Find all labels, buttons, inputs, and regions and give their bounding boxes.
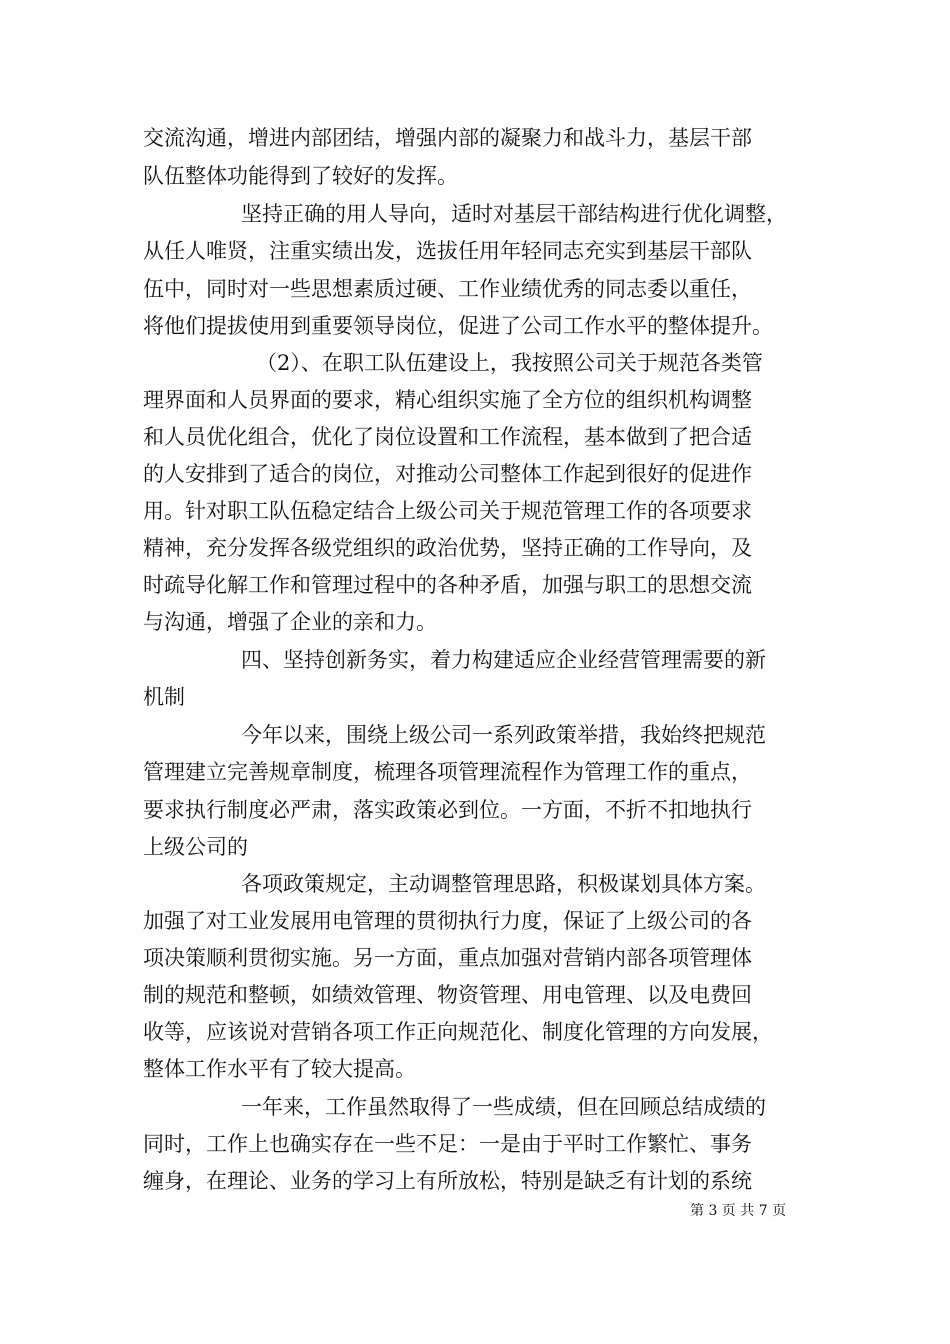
text-line: 制的规范和整顿，如绩效管理、物资管理、用电管理、以及电费回: [143, 983, 752, 1007]
section-heading-continued: 机制: [143, 685, 185, 709]
text-line: 交流沟通，增进内部团结，增强内部的凝聚力和战斗力，基层干部: [143, 126, 752, 150]
text-line: 时疏导化解工作和管理过程中的各种矛盾，加强与职工的思想交流: [143, 573, 752, 597]
text-line: 今年以来，围绕上级公司一系列政策举措，我始终把规范: [241, 723, 766, 747]
text-line: 将他们提拔使用到重要领导岗位，促进了公司工作水平的整体提升。: [143, 314, 773, 338]
text-line: 与沟通，增强了企业的亲和力。: [143, 610, 437, 634]
text-line: 收等，应该说对营销各项工作正向规范化、制度化管理的方向发展，: [143, 1020, 773, 1044]
text-line: 理界面和人员界面的要求，精心组织实施了全方位的组织机构调整: [143, 388, 752, 412]
text-line: 一年来，工作虽然取得了一些成绩，但在回顾总结成绩的: [241, 1095, 766, 1119]
text-line: 的人安排到了适合的岗位，对推动公司整体工作起到很好的促进作: [143, 462, 752, 486]
text-line: 精神，充分发挥各级党组织的政治优势，坚持正确的工作导向，及: [143, 536, 752, 560]
text-line: 缠身，在理论、业务的学习上有所放松，特别是缺乏有计划的系统: [143, 1169, 752, 1193]
text-line: 要求执行制度必严肃，落实政策必到位。一方面，不折不扣地执行: [143, 798, 752, 822]
text-line: 和人员优化组合，优化了岗位设置和工作流程，基本做到了把合适: [143, 425, 752, 449]
text-line: 各项政策规定，主动调整管理思路，积极谋划具体方案。: [241, 872, 766, 896]
text-line: 加强了对工业发展用电管理的贯彻执行力度，保证了上级公司的各: [143, 909, 752, 933]
page-number-footer: 第 3 页 共 7 页: [690, 1203, 787, 1219]
text-line: 上级公司的: [143, 835, 248, 859]
text-line: 从任人唯贤，注重实绩出发，选拔任用年轻同志充实到基层干部队: [143, 239, 752, 263]
text-line: 队伍整体功能得到了较好的发挥。: [143, 164, 458, 188]
text-line: 坚持正确的用人导向，适时对基层干部结构进行优化调整，: [241, 202, 787, 226]
text-line: 用。针对职工队伍稳定结合上级公司关于规范管理工作的各项要求: [143, 499, 752, 523]
text-line: 整体工作水平有了较大提高。: [143, 1057, 416, 1081]
text-line: 项决策顺利贯彻实施。另一方面，重点加强对营销内部各项管理体: [143, 946, 752, 970]
text-line: 同时，工作上也确实存在一些不足：一是由于平时工作繁忙、事务: [143, 1132, 752, 1156]
text-line: 伍中，同时对一些思想素质过硬、工作业绩优秀的同志委以重任，: [143, 277, 752, 301]
text-line: 管理建立完善规章制度，梳理各项管理流程作为管理工作的重点，: [143, 760, 752, 784]
text-line: （2）、在职工队伍建设上，我按照公司关于规范各类管: [256, 351, 763, 375]
section-heading: 四、坚持创新务实，着力构建适应企业经营管理需要的新: [241, 648, 766, 672]
